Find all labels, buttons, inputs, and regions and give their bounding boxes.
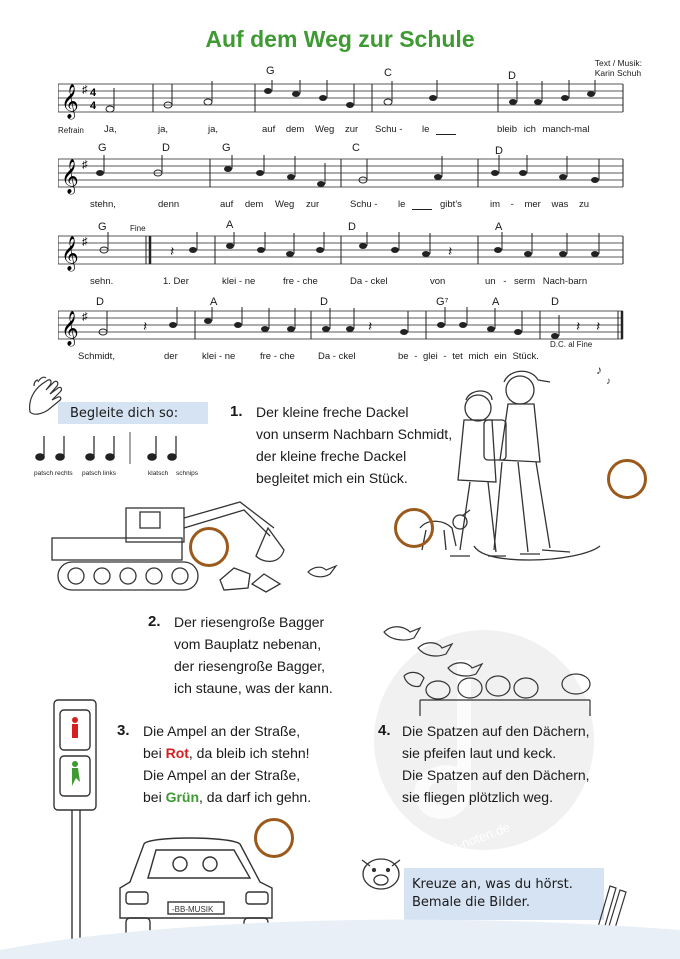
license-plate: -BB-MUSIK <box>172 905 214 914</box>
chord: G⁷ <box>436 296 449 308</box>
chord: G <box>222 142 231 154</box>
svg-text:♪: ♪ <box>596 363 602 377</box>
chord: A <box>492 296 500 308</box>
verse-line: Der riesengroße Bagger <box>174 614 325 630</box>
chord: D <box>162 142 170 154</box>
credit <box>595 58 642 78</box>
accompaniment-header <box>58 402 208 424</box>
instruction-line: Kreuze an, was du hörst. <box>412 877 573 892</box>
chord: D <box>320 296 328 308</box>
lyric: ja, <box>208 124 219 135</box>
chord: A <box>226 219 234 231</box>
verse-number: 2. <box>148 613 161 630</box>
verse-3 <box>117 720 311 808</box>
lyric: klei - ne <box>222 276 256 287</box>
credit-author: Karin Schuh <box>594 68 642 78</box>
verse-line: Der kleine freche Dackel <box>256 404 409 420</box>
chord: C <box>384 67 392 79</box>
verse-line: Die Spatzen auf den Dächern, <box>402 767 590 783</box>
svg-text:♯: ♯ <box>82 311 88 323</box>
lyric: ja, <box>158 124 169 135</box>
verse-line: der kleine freche Dackel <box>256 448 407 464</box>
chord: G <box>98 221 107 233</box>
svg-text:♯: ♯ <box>82 84 88 96</box>
chord: G <box>98 142 107 154</box>
svg-text:𝄽: 𝄽 <box>170 243 175 259</box>
svg-text:𝄽: 𝄽 <box>576 318 581 334</box>
staff-system-4 <box>58 307 628 347</box>
lyric: der <box>164 351 178 362</box>
chord: D <box>551 296 559 308</box>
staff-system-2 <box>58 155 628 195</box>
chord: A <box>210 296 218 308</box>
svg-text:𝄽: 𝄽 <box>368 318 373 334</box>
verse-line <box>143 786 311 808</box>
svg-text:𝄞: 𝄞 <box>61 159 79 194</box>
bird-icon <box>306 560 340 582</box>
verse-line: vom Bauplatz nebenan, <box>174 636 322 652</box>
instruction-line: Bemale die Bilder. <box>412 895 530 910</box>
verse-number: 4. <box>378 722 391 739</box>
verse-line: der riesengroße Bagger, <box>174 658 325 674</box>
lyric: le <box>422 124 430 135</box>
checkbox-circle[interactable] <box>607 459 647 499</box>
staff-system-3 <box>58 232 628 272</box>
watermark-text: alle-noten.de <box>436 819 513 860</box>
verse-text: bei <box>143 789 166 805</box>
chord: D <box>348 221 356 233</box>
svg-text:𝄞: 𝄞 <box>61 311 79 346</box>
svg-text:4: 4 <box>90 100 97 112</box>
lyric: be - glei - tet mich ein Stück. <box>398 351 539 362</box>
svg-text:𝄞: 𝄞 <box>61 84 79 119</box>
lyric: auf dem Weg zur <box>220 199 320 210</box>
lyric: Ja, <box>104 124 117 135</box>
svg-text:𝄞: 𝄞 <box>61 236 79 271</box>
svg-text:𝄽: 𝄽 <box>448 243 453 259</box>
verse-line: begleitet mich ein Stück. <box>256 470 408 486</box>
dc-al-fine-marking: D.C. al Fine <box>550 340 593 349</box>
lyric: Schmidt, <box>78 351 115 362</box>
verse-line: sie pfeifen laut und keck. <box>402 745 557 761</box>
svg-text:♯: ♯ <box>82 236 88 248</box>
lyric: fre - che <box>283 276 318 287</box>
svg-text:♪: ♪ <box>606 376 611 387</box>
verse-line: Die Ampel an der Straße, <box>143 767 301 783</box>
verse-line <box>143 742 311 764</box>
rhythm-label: klatsch <box>148 470 169 477</box>
page-title: Auf dem Weg zur Schule <box>205 26 475 52</box>
verse-line: Die Spatzen auf den Dächern, <box>402 723 590 739</box>
lyric: von <box>430 276 446 287</box>
lyric: stehn, <box>90 199 116 210</box>
verse-line: ich staune, was der kann. <box>174 680 333 696</box>
checkbox-circle[interactable] <box>394 508 434 548</box>
verse-line: sie fliegen plötzlich weg. <box>402 789 553 805</box>
lyric: denn <box>158 199 180 210</box>
word-rot: Rot <box>165 745 189 761</box>
staff-system-1 <box>58 80 628 120</box>
lyric: Da - ckel <box>318 351 356 362</box>
svg-text:♯: ♯ <box>82 159 88 171</box>
rhythm-notation <box>30 432 200 466</box>
chord: D <box>495 145 503 157</box>
verse-text: bei <box>143 745 166 761</box>
lyric: un - serm Nach-barn <box>485 276 588 287</box>
lyric: auf dem Weg zur <box>262 124 359 135</box>
word-gruen: Grün <box>165 789 200 805</box>
verse-text: , da bleib ich stehn! <box>188 745 310 761</box>
lyric: im - mer was zu <box>490 199 590 210</box>
chord: D <box>508 70 516 82</box>
checkbox-circle[interactable] <box>189 527 229 567</box>
chord: G <box>266 65 275 77</box>
verse-line: Die Ampel an der Straße, <box>143 723 301 739</box>
svg-text:4: 4 <box>90 87 97 99</box>
lyric: fre - che <box>260 351 295 362</box>
accompaniment-heading: Begleite dich so: <box>70 406 179 421</box>
verse-line: von unserm Nachbarn Schmidt, <box>256 426 453 442</box>
chord: C <box>352 142 360 154</box>
rhythm-label: schnips <box>176 470 199 477</box>
lyric: sehn. <box>90 276 114 287</box>
lyric: Schu - <box>350 199 378 210</box>
children-dog-illustration <box>400 360 625 580</box>
chord: D <box>96 296 104 308</box>
excavator-illustration <box>44 498 294 598</box>
verse-text: , da darf ich gehn. <box>199 789 312 805</box>
credit-label: Text / Musik: <box>594 58 642 68</box>
lyric: le <box>398 199 406 210</box>
rhythm-label: patsch rechts <box>34 470 73 477</box>
svg-text:𝄽: 𝄽 <box>596 318 601 334</box>
verse-4 <box>378 720 590 808</box>
lyric: klei - ne <box>202 351 236 362</box>
lyric: gibt's <box>440 199 462 210</box>
fine-marking: Fine <box>130 224 146 233</box>
lyric: bleib ich manch-mal <box>497 124 590 135</box>
lyric: Schu - <box>375 124 403 135</box>
rhythm-label: patsch links <box>82 470 116 477</box>
verse-number: 3. <box>117 722 130 739</box>
lyric: 1. Der <box>163 276 189 287</box>
chord: A <box>495 221 503 233</box>
sparrows-illustration <box>380 620 600 720</box>
verse-2 <box>148 611 333 699</box>
pig-icon <box>356 850 406 896</box>
refrain-label: Refrain <box>58 126 84 135</box>
svg-text:𝄽: 𝄽 <box>143 318 148 334</box>
lyric: Da - ckel <box>350 276 388 287</box>
bottom-wave <box>0 910 680 959</box>
verse-number: 1. <box>230 403 243 420</box>
